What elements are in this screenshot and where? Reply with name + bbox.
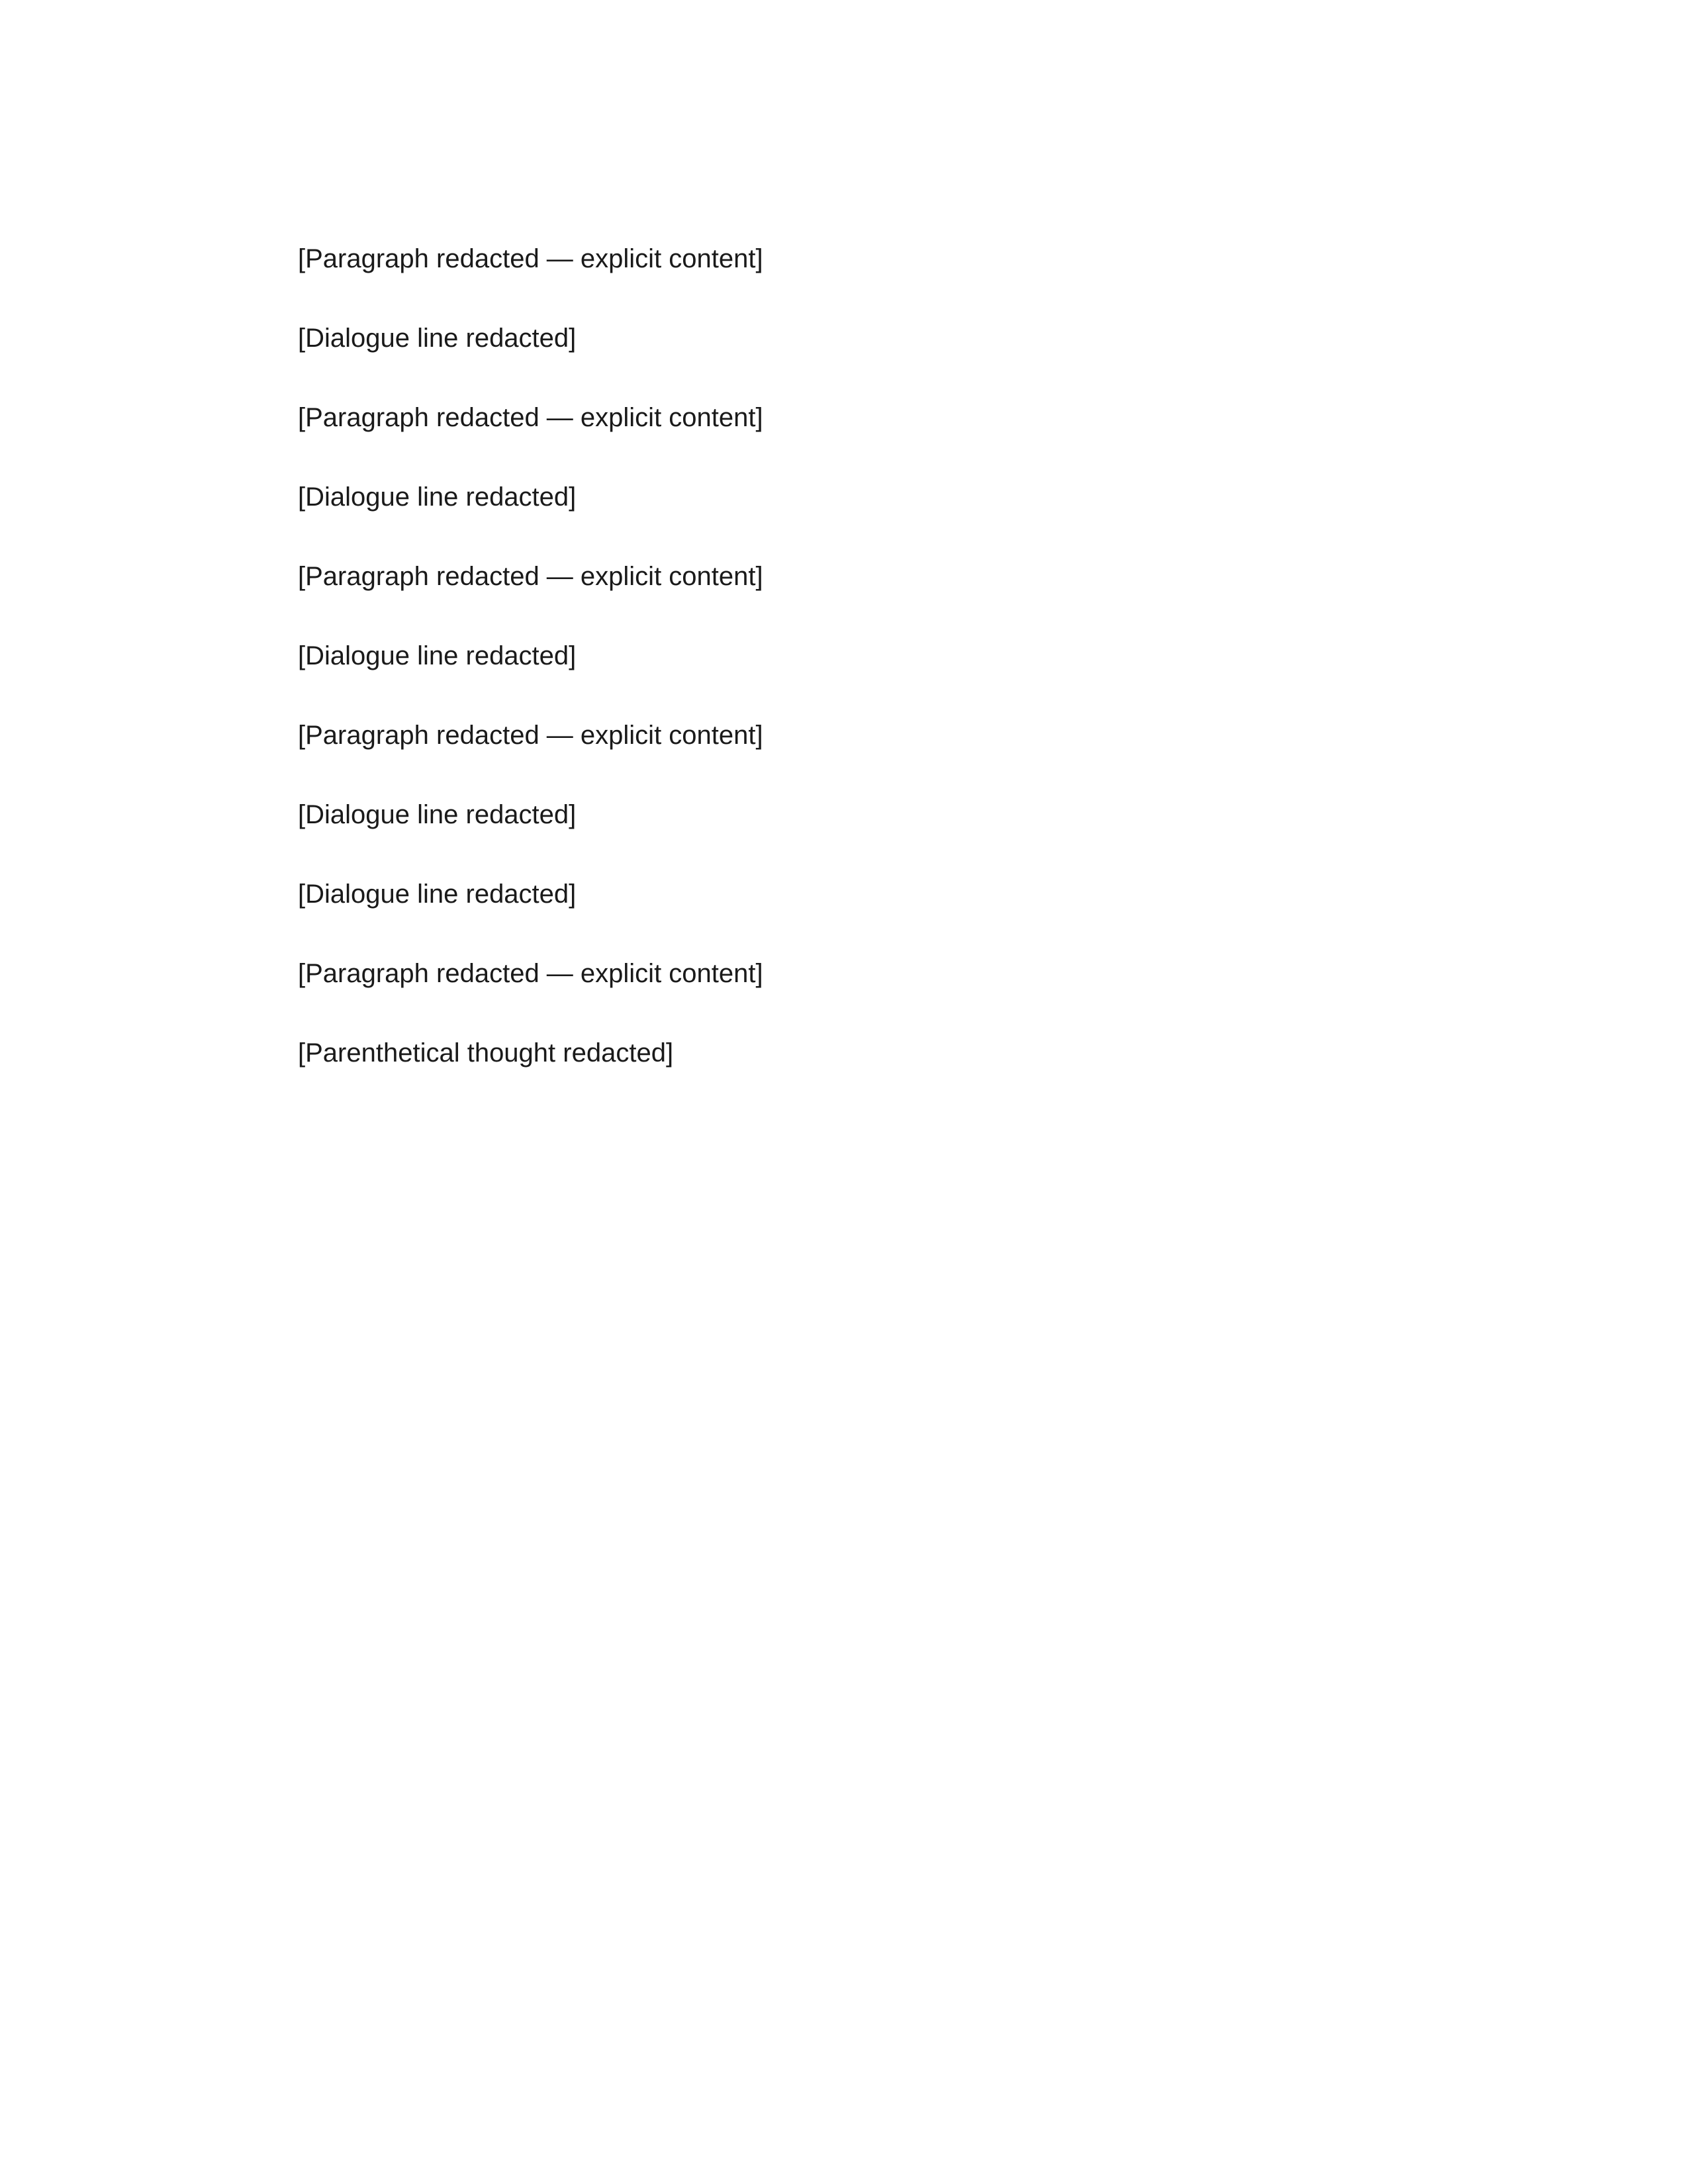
narration-paragraph: [Paragraph redacted — explicit content] <box>298 403 763 432</box>
narration-paragraph: [Paragraph redacted — explicit content] <box>298 562 763 591</box>
dialogue-paragraph: [Dialogue line redacted] <box>298 880 577 909</box>
narration-paragraph: [Paragraph redacted — explicit content] <box>298 959 763 988</box>
narration-paragraph: [Paragraph redacted — explicit content] <box>298 721 763 750</box>
paragraph-container <box>199 238 1489 1073</box>
dialogue-paragraph: [Dialogue line redacted] <box>298 800 577 829</box>
dialogue-paragraph: [Parenthetical thought redacted] <box>298 1038 674 1068</box>
dialogue-paragraph: [Dialogue line redacted] <box>298 324 577 353</box>
narration-paragraph: [Paragraph redacted — explicit content] <box>298 244 763 273</box>
dialogue-paragraph: [Dialogue line redacted] <box>298 641 577 670</box>
dialogue-paragraph: [Dialogue line redacted] <box>298 482 577 512</box>
